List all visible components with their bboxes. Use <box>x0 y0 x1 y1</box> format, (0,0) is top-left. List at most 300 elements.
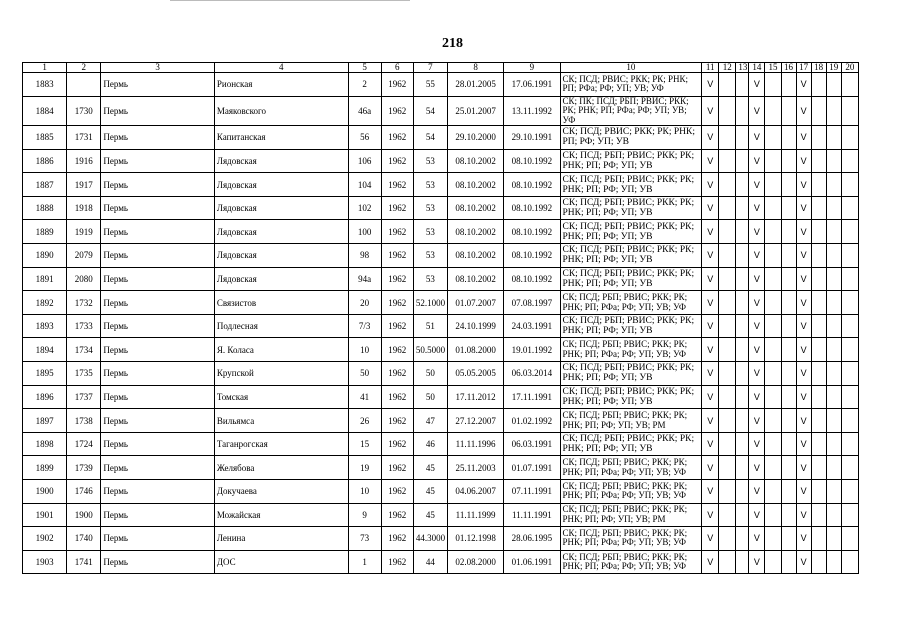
object-id-cell: 1735 <box>67 362 101 386</box>
row-number-cell: 1894 <box>23 338 67 362</box>
table-row <box>23 527 859 551</box>
date-cell-1: 17.11.2012 <box>447 385 503 409</box>
mark-cell-12 <box>719 96 736 126</box>
mark-cell-16 <box>781 244 796 268</box>
row-number-cell: 1888 <box>23 196 67 220</box>
value-cell: 51 <box>413 314 447 338</box>
mark-cell-16 <box>781 385 796 409</box>
date-cell-2: 29.10.1991 <box>504 126 560 150</box>
house-number-cell: 98 <box>348 244 381 268</box>
mark-cell-16 <box>781 409 796 433</box>
house-number-cell: 20 <box>348 291 381 315</box>
mark-cell-16 <box>781 291 796 315</box>
date-cell-1: 01.12.1998 <box>447 527 503 551</box>
city-cell: Пермь <box>101 527 215 551</box>
mark-cell-13 <box>736 291 749 315</box>
street-cell: Я. Коласа <box>214 338 348 362</box>
object-id-cell: 1740 <box>67 527 101 551</box>
house-number-cell: 19 <box>348 456 381 480</box>
mark-cell-11: V <box>702 503 719 527</box>
column-header-10: 10 <box>560 63 702 73</box>
value-cell: 45 <box>413 480 447 504</box>
city-cell: Пермь <box>101 267 215 291</box>
codes-cell: СК; ПСД; РБП; РВИС; РКК; РК; РНК; РП; РФ; УП; УВ <box>560 220 702 244</box>
mark-cell-14: V <box>749 480 765 504</box>
mark-cell-11: V <box>702 362 719 386</box>
object-id-cell: 1733 <box>67 314 101 338</box>
mark-cell-12 <box>719 456 736 480</box>
mark-cell-18 <box>811 220 826 244</box>
date-cell-1: 05.05.2005 <box>447 362 503 386</box>
mark-cell-20 <box>841 244 858 268</box>
mark-cell-18 <box>811 126 826 150</box>
mark-cell-13 <box>736 126 749 150</box>
mark-cell-18 <box>811 291 826 315</box>
value-cell: 50 <box>413 385 447 409</box>
mark-cell-16 <box>781 267 796 291</box>
house-number-cell: 7/3 <box>348 314 381 338</box>
mark-cell-19 <box>826 409 841 433</box>
codes-cell: СК; ПК; ПСД; РБП; РВИС; РКК; РК; РНК; РП; РФа; РФ; УП; УВ; УФ <box>560 96 702 126</box>
mark-cell-19 <box>826 456 841 480</box>
mark-cell-13 <box>736 409 749 433</box>
mark-cell-15 <box>765 126 781 150</box>
date-cell-1: 08.10.2002 <box>447 196 503 220</box>
date-cell-2: 08.10.1992 <box>504 244 560 268</box>
mark-cell-19 <box>826 338 841 362</box>
object-id-cell: 2079 <box>67 244 101 268</box>
column-header-4: 4 <box>214 63 348 73</box>
mark-cell-16 <box>781 527 796 551</box>
mark-cell-17: V <box>796 126 811 150</box>
year-cell: 1962 <box>381 149 413 173</box>
mark-cell-19 <box>826 385 841 409</box>
year-cell: 1962 <box>381 96 413 126</box>
mark-cell-14: V <box>749 267 765 291</box>
object-id-cell: 1919 <box>67 220 101 244</box>
date-cell-1: 25.01.2007 <box>447 96 503 126</box>
mark-cell-20 <box>841 96 858 126</box>
codes-cell: СК; ПСД; РБП; РВИС; РКК; РК; РНК; РП; РФ; УП; УВ <box>560 385 702 409</box>
city-cell: Пермь <box>101 503 215 527</box>
house-number-cell: 41 <box>348 385 381 409</box>
date-cell-2: 01.07.1991 <box>504 456 560 480</box>
table-row <box>23 220 859 244</box>
mark-cell-11: V <box>702 550 719 574</box>
mark-cell-16 <box>781 550 796 574</box>
mark-cell-18 <box>811 267 826 291</box>
value-cell: 55 <box>413 73 447 97</box>
mark-cell-18 <box>811 480 826 504</box>
mark-cell-13 <box>736 527 749 551</box>
mark-cell-14: V <box>749 220 765 244</box>
mark-cell-18 <box>811 362 826 386</box>
object-id-cell: 2080 <box>67 267 101 291</box>
codes-cell: СК; ПСД; РБП; РВИС; РКК; РК; РНК; РП; РФа; РФ; УП; УВ; УФ <box>560 456 702 480</box>
row-number-cell: 1893 <box>23 314 67 338</box>
mark-cell-20 <box>841 480 858 504</box>
mark-cell-13 <box>736 96 749 126</box>
value-cell: 53 <box>413 244 447 268</box>
table-row <box>23 550 859 574</box>
house-number-cell: 104 <box>348 173 381 197</box>
value-cell: 53 <box>413 173 447 197</box>
table-row <box>23 291 859 315</box>
mark-cell-11: V <box>702 126 719 150</box>
mark-cell-13 <box>736 267 749 291</box>
mark-cell-17: V <box>796 196 811 220</box>
object-id-cell: 1732 <box>67 291 101 315</box>
mark-cell-12 <box>719 432 736 456</box>
mark-cell-11: V <box>702 173 719 197</box>
year-cell: 1962 <box>381 550 413 574</box>
table-row <box>23 456 859 480</box>
mark-cell-12 <box>719 385 736 409</box>
house-number-cell: 94а <box>348 267 381 291</box>
table-row <box>23 480 859 504</box>
row-number-cell: 1903 <box>23 550 67 574</box>
mark-cell-18 <box>811 149 826 173</box>
street-cell: Томская <box>214 385 348 409</box>
codes-cell: СК; ПСД; РБП; РВИС; РКК; РК; РНК; РП; РФа; РФ; УП; УВ; УФ <box>560 527 702 551</box>
mark-cell-15 <box>765 173 781 197</box>
mark-cell-14: V <box>749 550 765 574</box>
mark-cell-11: V <box>702 385 719 409</box>
mark-cell-18 <box>811 385 826 409</box>
object-id-cell: 1730 <box>67 96 101 126</box>
value-cell: 53 <box>413 196 447 220</box>
date-cell-2: 24.03.1991 <box>504 314 560 338</box>
object-id-cell: 1741 <box>67 550 101 574</box>
row-number-cell: 1885 <box>23 126 67 150</box>
mark-cell-14: V <box>749 73 765 97</box>
date-cell-2: 07.11.1991 <box>504 480 560 504</box>
city-cell: Пермь <box>101 456 215 480</box>
mark-cell-19 <box>826 173 841 197</box>
year-cell: 1962 <box>381 220 413 244</box>
mark-cell-20 <box>841 362 858 386</box>
mark-cell-12 <box>719 503 736 527</box>
year-cell: 1962 <box>381 196 413 220</box>
date-cell-1: 08.10.2002 <box>447 244 503 268</box>
mark-cell-13 <box>736 149 749 173</box>
house-number-cell: 2 <box>348 73 381 97</box>
date-cell-2: 17.11.1991 <box>504 385 560 409</box>
mark-cell-17: V <box>796 409 811 433</box>
mark-cell-20 <box>841 267 858 291</box>
mark-cell-17: V <box>796 173 811 197</box>
row-number-cell: 1899 <box>23 456 67 480</box>
date-cell-2: 08.10.1992 <box>504 173 560 197</box>
codes-cell: СК; ПСД; РБП; РВИС; РКК; РК; РНК; РП; РФ; УП; УВ; РМ <box>560 409 702 433</box>
row-number-cell: 1886 <box>23 149 67 173</box>
date-cell-2: 08.10.1992 <box>504 149 560 173</box>
mark-cell-20 <box>841 456 858 480</box>
mark-cell-13 <box>736 173 749 197</box>
date-cell-1: 08.10.2002 <box>447 149 503 173</box>
mark-cell-18 <box>811 432 826 456</box>
mark-cell-17: V <box>796 550 811 574</box>
house-number-cell: 100 <box>348 220 381 244</box>
mark-cell-19 <box>826 267 841 291</box>
date-cell-2: 07.08.1997 <box>504 291 560 315</box>
mark-cell-19 <box>826 432 841 456</box>
date-cell-2: 01.02.1992 <box>504 409 560 433</box>
street-cell: Можайская <box>214 503 348 527</box>
street-cell: Докучаева <box>214 480 348 504</box>
mark-cell-12 <box>719 73 736 97</box>
date-cell-1: 24.10.1999 <box>447 314 503 338</box>
house-number-cell: 106 <box>348 149 381 173</box>
street-cell: Лядовская <box>214 196 348 220</box>
mark-cell-16 <box>781 149 796 173</box>
mark-cell-20 <box>841 409 858 433</box>
column-header-18: 18 <box>811 63 826 73</box>
mark-cell-12 <box>719 480 736 504</box>
city-cell: Пермь <box>101 338 215 362</box>
object-id-cell: 1731 <box>67 126 101 150</box>
mark-cell-14: V <box>749 385 765 409</box>
mark-cell-12 <box>719 409 736 433</box>
codes-cell: СК; ПСД; РВИС; РКК; РК; РНК; РП; РФа; РФ; УП; УВ; УФ <box>560 73 702 97</box>
value-cell: 54 <box>413 96 447 126</box>
mark-cell-15 <box>765 267 781 291</box>
codes-cell: СК; ПСД; РБП; РВИС; РКК; РК; РНК; РП; РФ; УП; УВ <box>560 149 702 173</box>
mark-cell-15 <box>765 385 781 409</box>
date-cell-1: 08.10.2002 <box>447 220 503 244</box>
mark-cell-14: V <box>749 173 765 197</box>
table-row <box>23 432 859 456</box>
mark-cell-18 <box>811 96 826 126</box>
column-header-7: 7 <box>413 63 447 73</box>
value-cell: 52.1000 <box>413 291 447 315</box>
object-id-cell: 1916 <box>67 149 101 173</box>
street-cell: Вильямса <box>214 409 348 433</box>
date-cell-1: 28.01.2005 <box>447 73 503 97</box>
date-cell-2: 08.10.1992 <box>504 220 560 244</box>
street-cell: Рионская <box>214 73 348 97</box>
year-cell: 1962 <box>381 432 413 456</box>
value-cell: 44 <box>413 550 447 574</box>
column-header-8: 8 <box>447 63 503 73</box>
mark-cell-20 <box>841 314 858 338</box>
row-number-cell: 1884 <box>23 96 67 126</box>
year-cell: 1962 <box>381 126 413 150</box>
mark-cell-17: V <box>796 267 811 291</box>
mark-cell-18 <box>811 73 826 97</box>
mark-cell-18 <box>811 527 826 551</box>
row-number-cell: 1889 <box>23 220 67 244</box>
mark-cell-13 <box>736 196 749 220</box>
date-cell-2: 06.03.1991 <box>504 432 560 456</box>
mark-cell-15 <box>765 456 781 480</box>
codes-cell: СК; ПСД; РБП; РВИС; РКК; РК; РНК; РП; РФ; УП; УВ <box>560 244 702 268</box>
codes-cell: СК; ПСД; РБП; РВИС; РКК; РК; РНК; РП; РФ; УП; УВ <box>560 196 702 220</box>
city-cell: Пермь <box>101 550 215 574</box>
mark-cell-13 <box>736 432 749 456</box>
mark-cell-18 <box>811 550 826 574</box>
city-cell: Пермь <box>101 385 215 409</box>
value-cell: 47 <box>413 409 447 433</box>
date-cell-2: 11.11.1991 <box>504 503 560 527</box>
mark-cell-12 <box>719 173 736 197</box>
date-cell-1: 27.12.2007 <box>447 409 503 433</box>
date-cell-2: 19.01.1992 <box>504 338 560 362</box>
mark-cell-11: V <box>702 432 719 456</box>
mark-cell-12 <box>719 314 736 338</box>
mark-cell-11: V <box>702 527 719 551</box>
mark-cell-17: V <box>796 291 811 315</box>
column-header-19: 19 <box>826 63 841 73</box>
mark-cell-14: V <box>749 244 765 268</box>
column-header-1: 1 <box>23 63 67 73</box>
mark-cell-19 <box>826 126 841 150</box>
mark-cell-19 <box>826 314 841 338</box>
mark-cell-19 <box>826 244 841 268</box>
date-cell-2: 28.06.1995 <box>504 527 560 551</box>
mark-cell-14: V <box>749 527 765 551</box>
table-row <box>23 409 859 433</box>
mark-cell-16 <box>781 73 796 97</box>
table-row <box>23 244 859 268</box>
mark-cell-16 <box>781 338 796 362</box>
mark-cell-19 <box>826 480 841 504</box>
city-cell: Пермь <box>101 314 215 338</box>
city-cell: Пермь <box>101 409 215 433</box>
column-header-9: 9 <box>504 63 560 73</box>
house-number-cell: 102 <box>348 196 381 220</box>
mark-cell-13 <box>736 220 749 244</box>
street-cell: Лядовская <box>214 220 348 244</box>
year-cell: 1962 <box>381 291 413 315</box>
mark-cell-15 <box>765 314 781 338</box>
mark-cell-15 <box>765 480 781 504</box>
codes-cell: СК; ПСД; РВИС; РКК; РК; РНК; РП; РФ; УП; УВ <box>560 126 702 150</box>
mark-cell-16 <box>781 503 796 527</box>
mark-cell-20 <box>841 291 858 315</box>
mark-cell-12 <box>719 196 736 220</box>
date-cell-2: 06.03.2014 <box>504 362 560 386</box>
mark-cell-17: V <box>796 480 811 504</box>
year-cell: 1962 <box>381 503 413 527</box>
page-number: 218 <box>442 36 463 51</box>
mark-cell-14: V <box>749 503 765 527</box>
city-cell: Пермь <box>101 73 215 97</box>
year-cell: 1962 <box>381 338 413 362</box>
value-cell: 53 <box>413 220 447 244</box>
mark-cell-17: V <box>796 362 811 386</box>
mark-cell-11: V <box>702 96 719 126</box>
value-cell: 54 <box>413 126 447 150</box>
column-header-16: 16 <box>781 63 796 73</box>
table-row <box>23 96 859 126</box>
object-id-cell: 1746 <box>67 480 101 504</box>
mark-cell-14: V <box>749 432 765 456</box>
date-cell-1: 01.07.2007 <box>447 291 503 315</box>
city-cell: Пермь <box>101 196 215 220</box>
table-row <box>23 173 859 197</box>
mark-cell-13 <box>736 503 749 527</box>
table-row <box>23 385 859 409</box>
date-cell-1: 29.10.2000 <box>447 126 503 150</box>
codes-cell: СК; ПСД; РБП; РВИС; РКК; РК; РНК; РП; РФа; РФ; УП; УВ; УФ <box>560 550 702 574</box>
mark-cell-11: V <box>702 480 719 504</box>
house-number-cell: 15 <box>348 432 381 456</box>
object-id-cell: 1739 <box>67 456 101 480</box>
mark-cell-19 <box>826 96 841 126</box>
mark-cell-15 <box>765 291 781 315</box>
year-cell: 1962 <box>381 173 413 197</box>
date-cell-1: 04.06.2007 <box>447 480 503 504</box>
mark-cell-15 <box>765 73 781 97</box>
mark-cell-15 <box>765 503 781 527</box>
mark-cell-12 <box>719 527 736 551</box>
year-cell: 1962 <box>381 385 413 409</box>
value-cell: 44.3000 <box>413 527 447 551</box>
year-cell: 1962 <box>381 314 413 338</box>
mark-cell-15 <box>765 527 781 551</box>
mark-cell-14: V <box>749 149 765 173</box>
date-cell-1: 11.11.1999 <box>447 503 503 527</box>
date-cell-1: 01.08.2000 <box>447 338 503 362</box>
mark-cell-12 <box>719 291 736 315</box>
mark-cell-14: V <box>749 362 765 386</box>
value-cell: 45 <box>413 503 447 527</box>
mark-cell-11: V <box>702 244 719 268</box>
row-number-cell: 1897 <box>23 409 67 433</box>
date-cell-2: 01.06.1991 <box>504 550 560 574</box>
date-cell-2: 17.06.1991 <box>504 73 560 97</box>
mark-cell-15 <box>765 338 781 362</box>
row-number-cell: 1890 <box>23 244 67 268</box>
object-id-cell: 1917 <box>67 173 101 197</box>
mark-cell-11: V <box>702 314 719 338</box>
table-row <box>23 338 859 362</box>
row-number-cell: 1896 <box>23 385 67 409</box>
mark-cell-13 <box>736 385 749 409</box>
mark-cell-14: V <box>749 126 765 150</box>
mark-cell-16 <box>781 432 796 456</box>
mark-cell-13 <box>736 244 749 268</box>
house-number-cell: 56 <box>348 126 381 150</box>
codes-cell: СК; ПСД; РБП; РВИС; РКК; РК; РНК; РП; РФа; РФ; УП; УВ; УФ <box>560 291 702 315</box>
codes-cell: СК; ПСД; РБП; РВИС; РКК; РК; РНК; РП; РФ; УП; УВ; РМ <box>560 503 702 527</box>
mark-cell-11: V <box>702 409 719 433</box>
year-cell: 1962 <box>381 480 413 504</box>
mark-cell-11: V <box>702 149 719 173</box>
mark-cell-20 <box>841 550 858 574</box>
mark-cell-15 <box>765 149 781 173</box>
mark-cell-19 <box>826 220 841 244</box>
mark-cell-12 <box>719 149 736 173</box>
mark-cell-15 <box>765 362 781 386</box>
city-cell: Пермь <box>101 126 215 150</box>
date-cell-1: 08.10.2002 <box>447 173 503 197</box>
mark-cell-18 <box>811 196 826 220</box>
row-number-cell: 1887 <box>23 173 67 197</box>
street-cell: Подлесная <box>214 314 348 338</box>
mark-cell-15 <box>765 432 781 456</box>
mark-cell-17: V <box>796 73 811 97</box>
mark-cell-20 <box>841 73 858 97</box>
codes-cell: СК; ПСД; РБП; РВИС; РКК; РК; РНК; РП; РФ; УП; УВ <box>560 267 702 291</box>
mark-cell-16 <box>781 362 796 386</box>
mark-cell-20 <box>841 149 858 173</box>
mark-cell-19 <box>826 149 841 173</box>
mark-cell-18 <box>811 503 826 527</box>
mark-cell-16 <box>781 196 796 220</box>
row-number-cell: 1891 <box>23 267 67 291</box>
